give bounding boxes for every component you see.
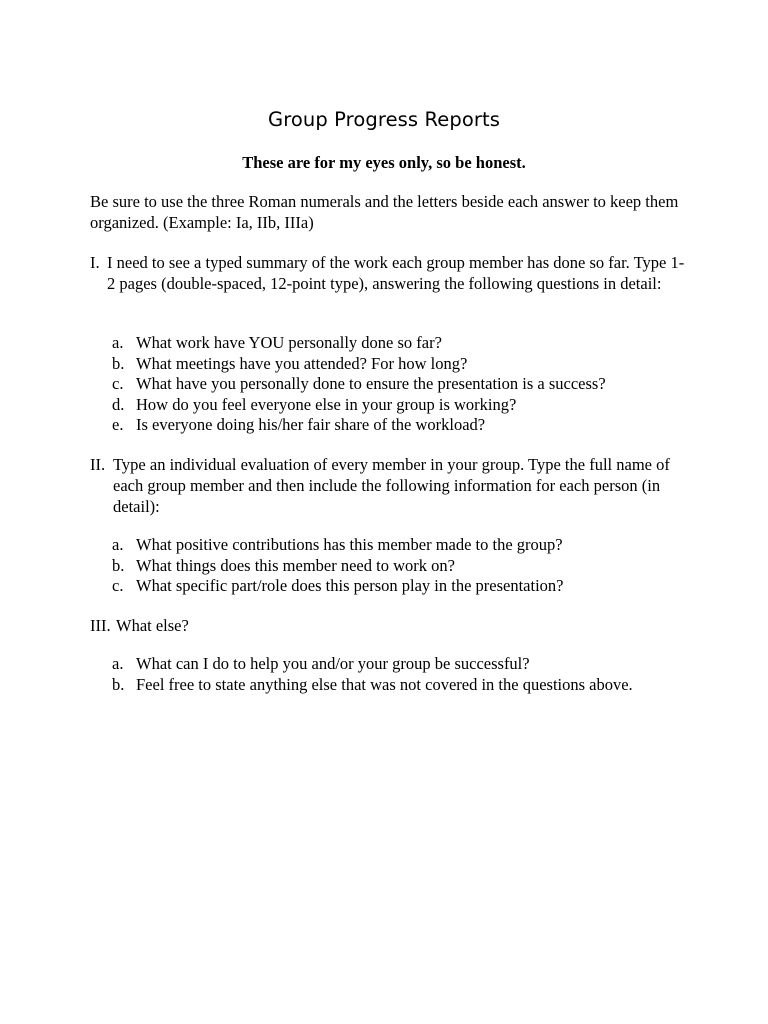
section-1-question-list [112, 333, 712, 436]
section-3-question-list [112, 654, 712, 695]
item-letter: b. [112, 353, 125, 373]
item-letter: a. [112, 535, 124, 554]
section-1 [90, 252, 690, 294]
item-letter: a. [112, 654, 124, 673]
section-2-question-list [112, 535, 712, 597]
intro-paragraph: Be sure to use the three Roman numerals and the letters beside each answer to keep them organized. (Example: Ia, IIb, IIIa) [90, 192, 679, 232]
list-item [112, 556, 712, 577]
section-1-heading [90, 252, 690, 294]
item-letter: c. [112, 576, 124, 596]
list-item [112, 415, 712, 436]
item-text: What work have YOU personally done so far? [136, 333, 442, 352]
item-letter: e. [112, 415, 124, 435]
section-2-heading [90, 454, 690, 517]
section-2 [90, 454, 690, 517]
section-2-text: Type an individual evaluation of every member in your group. Type the full name of each group member and then include the following information for each person (in detail): [113, 455, 670, 516]
item-letter: c. [112, 374, 124, 394]
item-text: What specific part/role does this person play in the presentation? [136, 576, 564, 596]
document-subtitle: These are for my eyes only, so be honest. [242, 153, 526, 172]
list-item [112, 654, 712, 675]
item-letter: a. [112, 333, 124, 352]
list-item [112, 395, 712, 416]
item-text: What have you personally done to ensure the presentation is a success? [136, 374, 606, 394]
section-1-text: I need to see a typed summary of the work each group member has done so far. Type 1-2 pages (double-spaced, 12-point type), answering the following questions in detail: [107, 253, 685, 293]
item-text: Feel free to state anything else that was not covered in the questions above. [136, 674, 633, 694]
list-item [112, 333, 712, 354]
item-letter: b. [112, 674, 125, 694]
item-text: What positive contributions has this member made to the group? [136, 535, 563, 554]
section-2-numeral: II. [90, 455, 106, 474]
item-text: What can I do to help you and/or your group be successful? [136, 654, 530, 673]
section-3-text: What else? [116, 616, 189, 635]
section-1-numeral: I. [90, 253, 100, 272]
item-letter: d. [112, 394, 125, 414]
list-item [112, 354, 712, 375]
section-3 [90, 615, 690, 636]
item-text: Is everyone doing his/her fair share of the workload? [136, 415, 486, 435]
item-text: What meetings have you attended? For how long? [136, 353, 468, 373]
section-3-numeral: III. [90, 616, 111, 635]
list-item [112, 675, 712, 696]
item-letter: b. [112, 555, 125, 575]
list-item [112, 374, 712, 395]
item-text: What things does this member need to work on? [136, 555, 455, 575]
item-text: How do you feel everyone else in your group is working? [136, 394, 517, 414]
document-title: Group Progress Reports [268, 108, 500, 131]
list-item [112, 576, 712, 597]
section-3-heading [90, 615, 690, 636]
list-item [112, 535, 712, 556]
